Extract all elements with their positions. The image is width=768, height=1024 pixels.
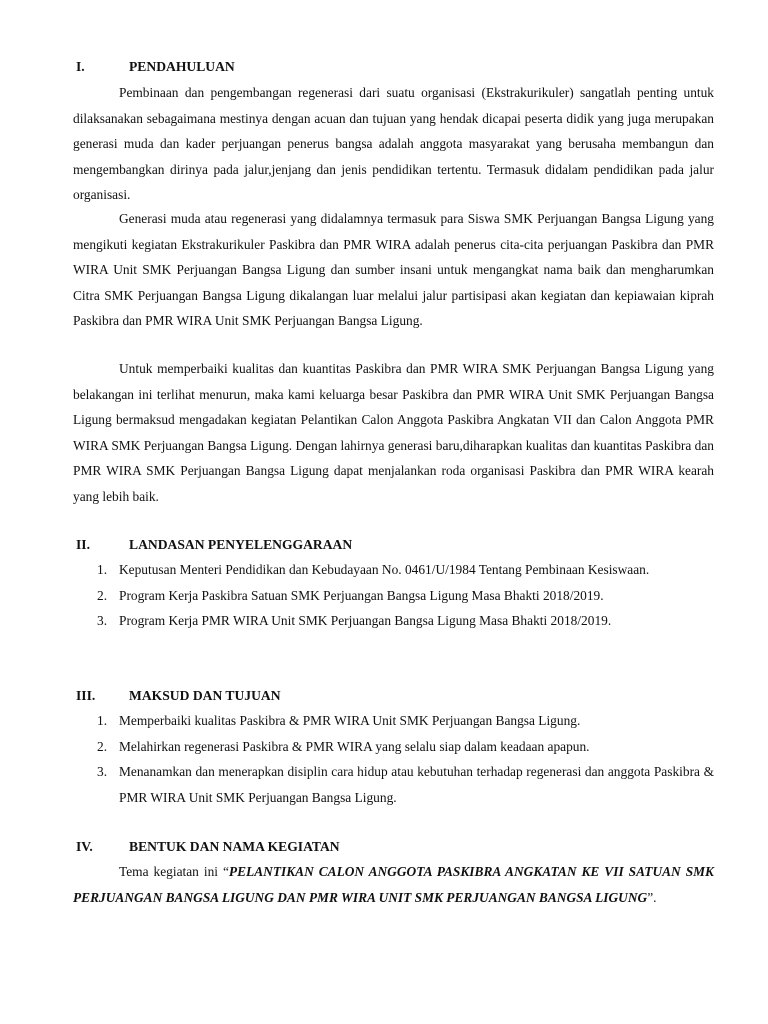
list-marker: 2. <box>97 738 108 754</box>
section-number: IV. <box>76 839 93 854</box>
list-item-text: Melahirkan regenerasi Paskibra & PMR WIRA yang selalu siap dalam keadaan apapun. <box>119 738 590 754</box>
landasan-list <box>73 557 714 634</box>
paragraph-pendahuluan-1: Pembinaan dan pengembangan regenerasi dari suatu organisasi (Ekstrakurikuler) sangatlah penting untuk dilaksanakan sebagaimana mestinya dengan acuan dan tujuan yang hendak dicapai peserta didik yang juga merupakan generasi muda dan kader perjuangan penerus bangsa adalah anggota masyarakat yang berusaha membangun dan mengembangkan dirinya pada jalur,jenjang dan jenis pendidikan tertentu. Termasuk didalam pendidikan pada jalur organisasi. <box>73 85 714 202</box>
list-item <box>73 608 714 634</box>
list-item-text: Memperbaiki kualitas Paskibra & PMR WIRA Unit SMK Perjuangan Bangsa Ligung. <box>119 713 581 728</box>
section-heading-pendahuluan <box>76 58 235 76</box>
list-item-text: Program Kerja Paskibra Satuan SMK Perjuangan Bangsa Ligung Masa Bhakti 2018/2019. <box>119 587 604 603</box>
section-heading-maksud-tujuan <box>76 687 281 705</box>
list-item-text: Keputusan Menteri Pendidikan dan Kebudayaan No. 0461/U/1984 Tentang Pembinaan Kesiswaan. <box>119 562 650 577</box>
theme-intro-prefix: Tema kegiatan ini “ <box>119 864 229 879</box>
theme-intro-suffix: ”. <box>647 889 657 905</box>
theme-paragraph <box>73 859 714 910</box>
list-item <box>73 708 714 734</box>
list-marker: 2. <box>97 587 108 603</box>
list-item-text: Program Kerja PMR WIRA Unit SMK Perjuangan Bangsa Ligung Masa Bhakti 2018/2019. <box>119 613 612 628</box>
paragraph-pendahuluan-2: Generasi muda atau regenerasi yang didalamnya termasuk para Siswa SMK Perjuangan Bangsa Ligung yang mengikuti kegiatan Ekstrakurikuler Paskibra dan PMR WIRA adalah penerus cita-cita perjuangan Paskibra dan PMR WIRA Unit SMK Perjuangan Bangsa Ligung dan sumber insani untuk mengangkat nama baik dan mengharumkan Citra SMK Perjuangan Bangsa Ligung dikalangan luar melalui jalur partisipasi akan kegiatan dan kepiawaian kiprah Paskibra dan PMR WIRA Unit SMK Perjuangan Bangsa Ligung. <box>73 211 714 328</box>
list-marker: 3. <box>97 613 108 628</box>
list-item <box>73 759 714 810</box>
theme-title: PELANTIKAN CALON ANGGOTA PASKIBRA ANGKATAN KE VII SATUAN SMK PERJUANGAN BANGSA LIGUNG DAN PMR WIRA UNIT SMK PERJUANGAN BANGSA LIGUNG <box>73 864 714 905</box>
section-heading-landasan <box>76 536 352 554</box>
section-number: III. <box>76 688 96 703</box>
section-title: LANDASAN PENYELENGGARAAN <box>129 537 353 552</box>
maksud-tujuan-list <box>73 708 714 810</box>
list-item <box>73 557 714 583</box>
section-heading-bentuk-kegiatan <box>76 838 340 856</box>
section-title: PENDAHULUAN <box>129 59 235 74</box>
list-item <box>73 734 714 760</box>
section-number: I. <box>76 59 85 74</box>
list-item <box>73 583 714 609</box>
section-title: BENTUK DAN NAMA KEGIATAN <box>129 839 340 854</box>
list-marker: 3. <box>97 764 108 779</box>
paragraph-pendahuluan-3: Untuk memperbaiki kualitas dan kuantitas Paskibra dan PMR WIRA SMK Perjuangan Bangsa Ligung yang belakangan ini terlihat menurun, maka kami keluarga besar Paskibra dan PMR WIRA Unit SMK Perjuangan Bangsa Ligung bermaksud mengadakan kegiatan Pelantikan Calon Anggota Paskibra Angkatan VII dan Calon Anggota PMR WIRA SMK Perjuangan Bangsa Ligung. Dengan lahirnya generasi baru,diharapkan kualitas dan kuantitas Paskibra dan PMR WIRA SMK Perjuangan Bangsa Ligung dapat menjalankan roda organisasi Paskibra dan PMR WIRA kearah yang lebih baik. <box>73 361 714 504</box>
list-marker: 1. <box>97 562 108 577</box>
section-number: II. <box>76 537 90 552</box>
list-item-text: Menanamkan dan menerapkan disiplin cara hidup atau kebutuhan terhadap regenerasi dan anggota Paskibra & PMR WIRA Unit SMK Perjuangan Bangsa Ligung. <box>119 764 714 805</box>
list-marker: 1. <box>97 713 108 728</box>
section-title: MAKSUD DAN TUJUAN <box>129 688 281 703</box>
